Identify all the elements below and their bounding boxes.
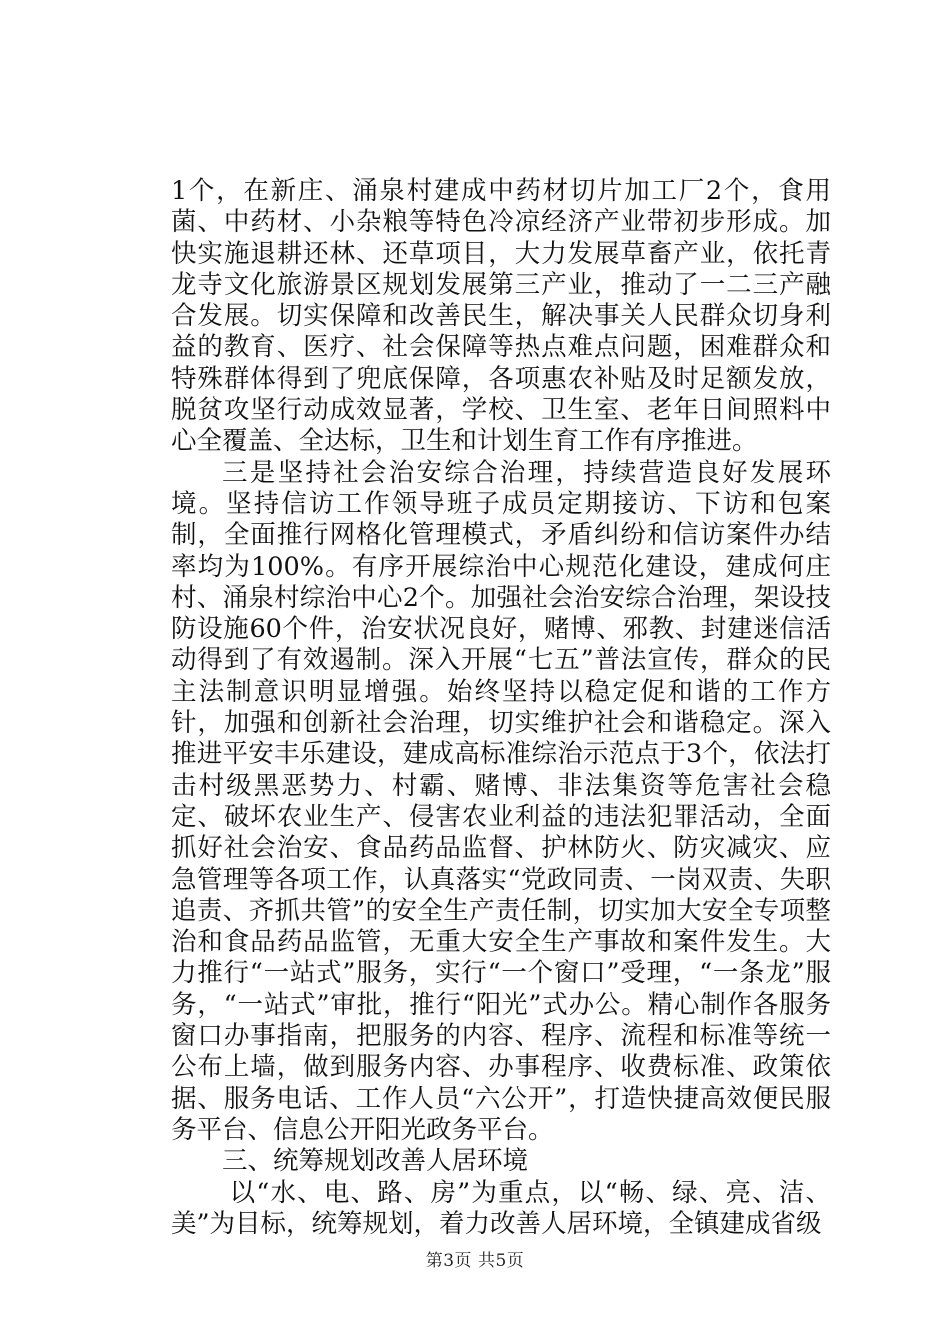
paragraph-public-security: 三是坚持社会治安综合治理，持续营造良好发展环境。坚持信访工作领导班子成员定期接访、下访和包案制，全面推行网格化管理模式，矛盾纠纷和信访案件办结率均为100%。有序开展综治中心规范化建设，建成何庄村、涌泉村综治中心2个。加强社会治安综合治理，架设技防设施60个件，治安状况良好，赌博、邪教、封建迷信活动得到了有效遏制。深入开展“七五”普法宣传，群众的民主法制意识明显增强。始终坚持以稳定促和谐的工作方针，加强和创新社会治理，切实维护社会和谐稳定。深入推进平安丰乐建设，建成高标准综治示范点于3个，依法打击村级黑恶势力、村霸、赌博、非法集资等危害社会稳定、破坏农业生产、侵害农业利益的违法犯罪活动，全面抓好社会治安、食品药品监督、护林防火、防灾减灾、应急管理等各项工作，认真落实“党政同责、一岗双责、失职追责、齐抓共管”的安全生产责任制，切实加大安全专项整治和食品药品监管，无重大安全生产事故和案件发生。大力推行“一站式”服务，实行“一个窗口”受理，“一条龙”服务，“一站式”审批，推行“阳光”式办公。精心制作各服务窗口办事指南，把服务的内容、程序、流程和标准等统一公布上墙，做到服务内容、办事程序、收费标准、政策依据、服务电话、工作人员“六公开”，打造快捷高效便民服务平台、信息公开阳光政务平台。 xyxy=(171,457,831,1145)
paragraph-living-environment: 以“水、电、路、房”为重点，以“畅、绿、亮、洁、美”为目标，统筹规划，着力改善人居环境，全镇建成省级 xyxy=(171,1177,831,1239)
paragraph-continuation: 1个，在新庄、涌泉村建成中药材切片加工厂2个，食用菌、中药材、小杂粮等特色冷凉经济产业带初步形成。加快实施退耕还林、还草项目，大力发展草畜产业，依托青龙寺文化旅游景区规划发展第三产业，推动了一二三产融合发展。切实保障和改善民生，解决事关人民群众切身利益的教育、医疗、社会保障等热点难点问题，困难群众和特殊群体得到了兜底保障，各项惠农补贴及时足额发放，脱贫攻坚行动成效显著，学校、卫生室、老年日间照料中心全覆盖、全达标，卫生和计划生育工作有序推进。 xyxy=(171,176,831,457)
document-body xyxy=(171,176,831,1240)
page-number-footer: 第3页 共5页 xyxy=(425,1251,525,1271)
section-heading: 三、统筹规划改善人居环境 xyxy=(222,1146,529,1177)
